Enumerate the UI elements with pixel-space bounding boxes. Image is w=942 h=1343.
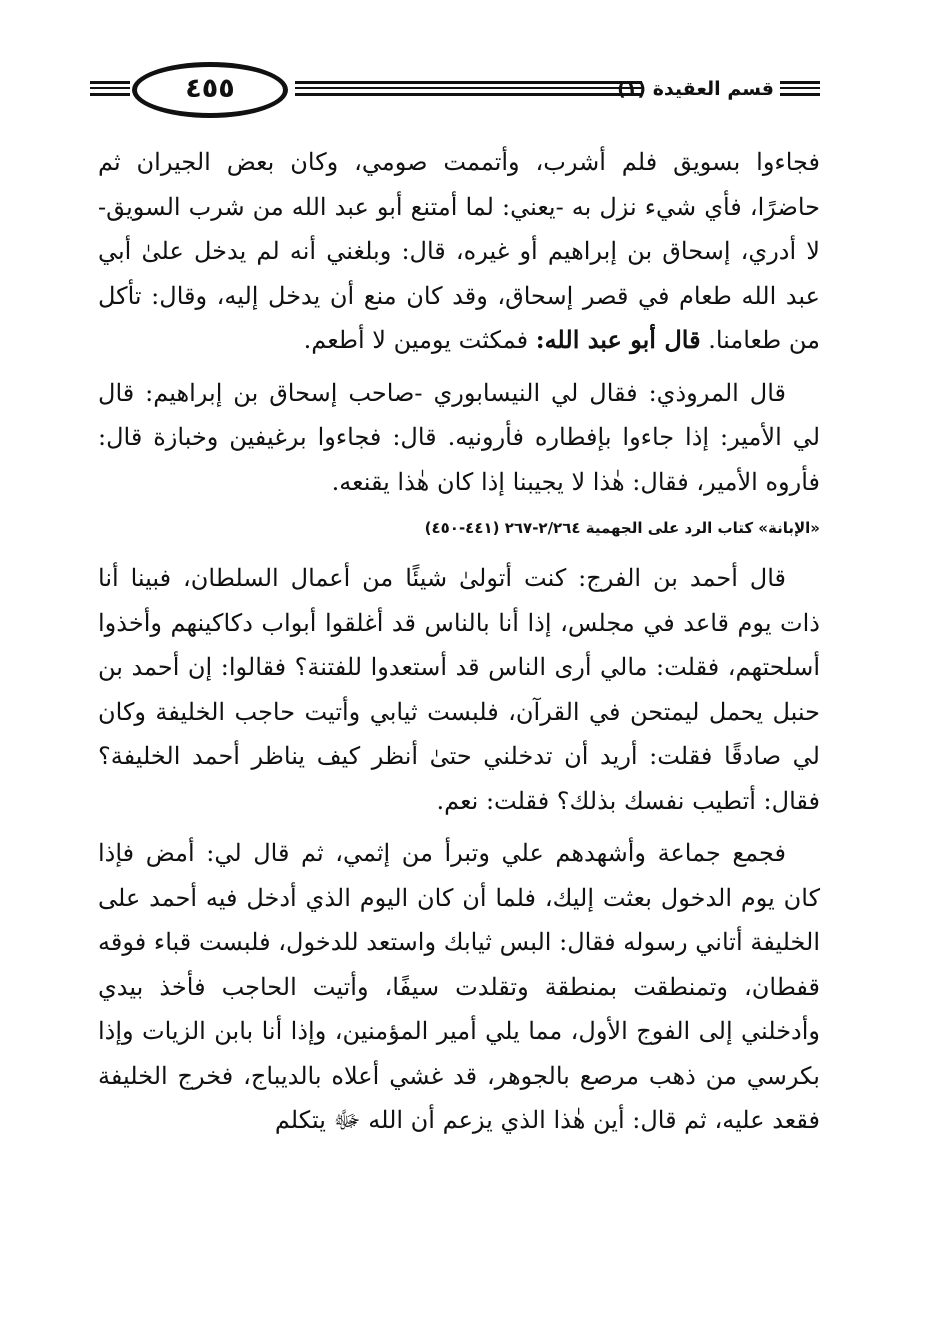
paragraph-2: قال المروذي: فقال لي النيسابوري -صاحب إسحاق بن إبراهيم: قال لي الأمير: إذا جاءوا بإفطاره فأرونيه. قال: فجاءوا برغيفين وخبازة قال: فأروه الأمير، فقال: هٰذا لا يجيبنا إذا كان هٰذا يقنعه. [98,378,821,496]
page-header [90,62,820,118]
source-citation: «الإبانة» كتاب الرد على الجهمية ٢/٢٦٤-٢٦٧ (٤٤١-٤٥٠) [424,519,820,537]
page-number: ٤٥٥ [185,73,235,104]
header-rule-middle [295,81,642,97]
header-rule-right [780,81,820,97]
paragraph-1 [98,140,820,363]
paragraph-1-bold-phrase: قال أبو عبد الله: [535,325,701,354]
paragraph-4: فجمع جماعة وأشهدهم علي وتبرأ من إثمي، ثم قال لي: أمض فإذا كان يوم الدخول بعثت إليك، فلما أن كان اليوم الذي أدخل فيه أحمد على الخليفة أتاني رسوله فقال: البس ثيابك واستعد للدخول، فلبست قباء فوقه قفطان، وتمنطقت بمنطقة وتقلدت سيفًا، وأتيت الحاجب فأخذ بيدي وأدخلني إلى الفوج الأول، مما يلي أمير المؤمنين، وإذا أنا بابن الزيات وإذا بكرسي من ذهب مرصع بالجوهر، قد غشي أعلاه بالديباج، فخرج الخليفة فقعد عليه، ثم قال: أين هٰذا الذي يزعم أن الله ﷻ يتكلم [98,839,820,1134]
page-body [98,140,820,1143]
running-title: قسم العقيدة (١) [617,78,774,100]
page-number-badge [132,62,288,118]
paragraph-1-tail: فمكثت يومين لا أطعم. [303,326,529,354]
paragraph-3: قال أحمد بن الفرج: كنت أتولىٰ شيئًا من أعمال السلطان، فبينا أنا ذات يوم قاعد في مجلس، إذا أنا بالناس قد أغلقوا أبواب دكاكينهم وأخذوا أسلحتهم، فقلت: مالي أرى الناس قد أستعدوا للفتنة؟ فقالوا: إن أحمد بن حنبل يحمل ليمتحن في القرآن، فلبست ثيابي وأتيت حاجب الخليفة وكان لي صادقًا فقلت: أريد أن تدخلني حتىٰ أنظر كيف يناظر أحمد الخليفة؟ فقال: أتطيب نفسك بذلك؟ فقلت: نعم. [98,564,820,815]
header-rule-left [90,81,130,97]
paragraph-1-text: فجاءوا بسويق فلم أشرب، وأتممت صومي، وكان بعض الجيران ثم حاضرًا، فأي شيء نزل به -يعني: لما أمتنع أبو عبد الله من شرب السويق- لا أدري، إسحاق بن إبراهيم أو غيره، قال: وبلغني أنه لم يدخل علىٰ أبي عبد الله طعام في قصر إسحاق، وقد كان منع أن يدخل إليه، وقال: تأكل من طعامنا. [98,148,820,354]
